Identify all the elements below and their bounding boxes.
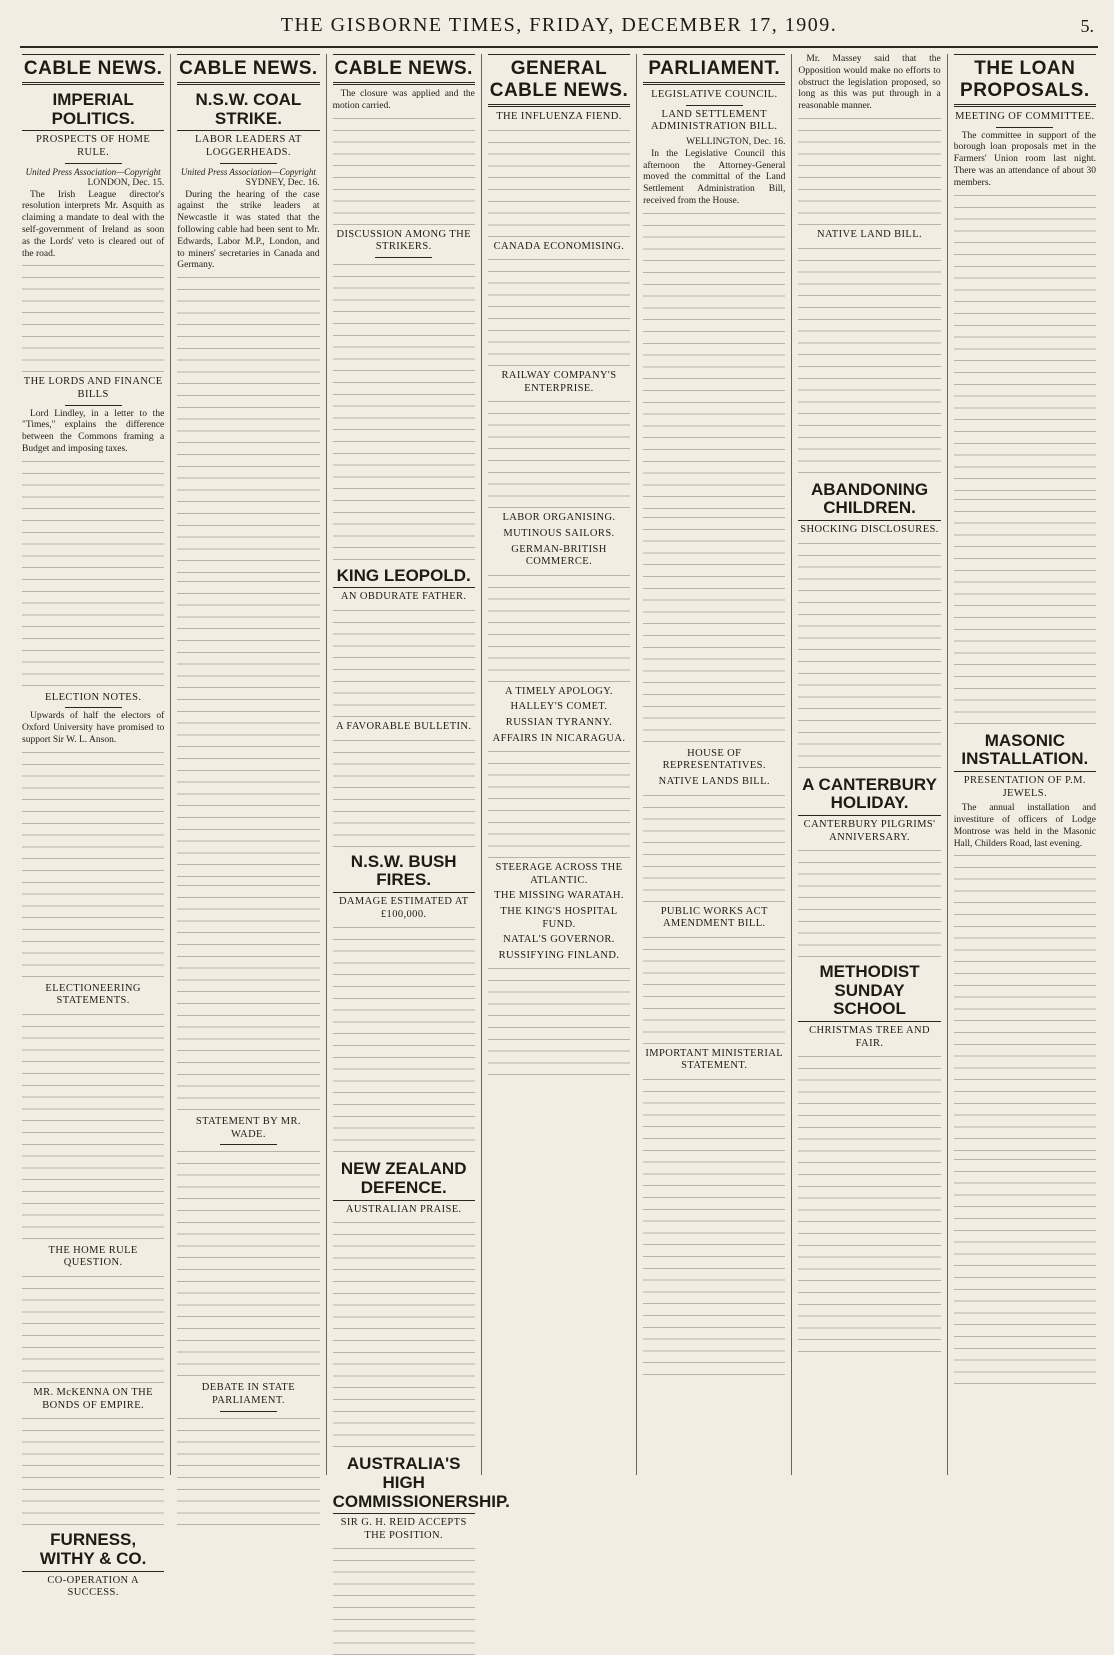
article-subhead: THE INFLUENZA FIEND.: [496, 111, 622, 122]
article-subhead: MR. McKENNA ON THE BONDS OF EMPIRE.: [33, 1387, 153, 1411]
article-subhead: DEBATE IN STATE PARLIAMENT.: [201, 1382, 296, 1406]
divider: [65, 707, 122, 708]
article-subhead: THE LORDS AND FINANCE BILLS: [23, 376, 163, 400]
article-text-block: [488, 256, 630, 366]
article-text-block: [954, 496, 1096, 726]
column-1: [20, 54, 170, 1599]
article-headline: AUSTRALIA'S HIGH COMMISSIONERSHIP.: [333, 1455, 475, 1514]
page-number: 5.: [1080, 16, 1094, 36]
article-subhead: CANTERBURY PILGRIMS' ANNIVERSARY.: [803, 818, 936, 843]
article-text-block: [333, 261, 475, 561]
article-text-block: [643, 934, 785, 1044]
article-text: Upwards of half the electors of Oxford University have promised to support Sir W. L. Anson.: [22, 711, 165, 745]
article-subhead: PROSPECTS OF HOME RULE.: [36, 134, 151, 158]
divider: [65, 163, 122, 164]
article-subhead: NATIVE LANDS BILL.: [658, 775, 770, 787]
article-text: Mr. Massey said that the Opposition would make no efforts to obstruct the legislation proposed, so long as this was put through in a reasonable manner.: [798, 54, 941, 112]
article-headline: METHODIST SUNDAY SCHOOL: [798, 963, 940, 1022]
dateline: WELLINGTON, Dec. 16.: [686, 136, 786, 147]
article-subhead: THE MISSING WARATAH.: [494, 890, 624, 902]
article-text-block: [488, 572, 630, 682]
article-subhead: GERMAN-BRITISH COMMERCE.: [511, 543, 607, 568]
divider: [375, 257, 432, 258]
article-subhead: ELECTION NOTES.: [44, 691, 142, 703]
article-text-block: [22, 458, 164, 688]
article-text: In the Legislative Council this afternoon the Attorney-General moved the committal of the Land Settlement Administration Bill, received from the House.: [643, 148, 786, 206]
article-subhead: NATAL'S GOVERNOR.: [503, 934, 615, 946]
article-text-block: [954, 852, 1096, 1152]
column-banner: THE LOAN PROPOSALS.: [954, 54, 1096, 107]
article-text-block: [488, 398, 630, 508]
column-banner: GENERAL CABLE NEWS.: [488, 54, 630, 107]
column-6: [791, 54, 946, 1475]
article-text-block: [333, 1545, 475, 1655]
article-text-block: [22, 262, 164, 372]
article-text-block: [488, 748, 630, 858]
article-text-block: [798, 847, 940, 957]
article-text-block: [22, 1273, 164, 1383]
article-text-block: [177, 1415, 319, 1525]
article-subhead: THE KING'S HOSPITAL FUND.: [500, 905, 618, 930]
article-subhead: CANADA ECONOMISING.: [493, 240, 625, 252]
divider: [220, 1144, 277, 1145]
article-text-block: [177, 882, 319, 1112]
article-text-block: [643, 210, 785, 510]
article-headline: KING LEOPOLD.: [333, 567, 475, 589]
article-text-block: [954, 192, 1096, 492]
article-subhead: CHRISTMAS TREE AND FAIR.: [809, 1025, 930, 1049]
article-headline: MASONIC INSTALLATION.: [954, 732, 1096, 772]
article-subhead: CO-OPERATION A SUCCESS.: [47, 1574, 139, 1599]
article-text-block: [177, 578, 319, 878]
masthead: [20, 12, 1098, 48]
article-subhead: RUSSIFYING FINLAND.: [498, 949, 620, 961]
column-4: [481, 54, 636, 1475]
article-subhead: LABOR ORGANISING.: [502, 512, 616, 524]
article-text: Lord Lindley, in a letter to the "Times," explains the difference between the Commons framing a Budget and imposing taxes.: [22, 408, 165, 454]
article-subhead: IMPORTANT MINISTERIAL STATEMENT.: [645, 1047, 784, 1072]
article-subhead: MEETING OF COMMITTEE.: [955, 111, 1095, 122]
article-text-block: [798, 115, 940, 225]
article-text-block: [643, 514, 785, 744]
article-subhead: AFFAIRS IN NICARAGUA.: [492, 732, 626, 744]
article-subhead: RUSSIAN TYRANNY.: [505, 716, 613, 728]
article-subhead: ELECTIONEERING STATEMENTS.: [45, 982, 141, 1007]
article-subhead: PUBLIC WORKS ACT AMENDMENT BILL.: [660, 905, 768, 930]
column-banner: CABLE NEWS.: [22, 54, 164, 85]
page-columns: [20, 54, 1098, 1599]
article-subhead: RAILWAY COMPANY'S ENTERPRISE.: [501, 370, 617, 394]
divider: [686, 105, 743, 106]
article-text-block: [22, 1011, 164, 1241]
column-5: [636, 54, 791, 1475]
dateline: LONDON, Dec. 15.: [87, 177, 165, 188]
article-subhead: PRESENTATION OF P.M. JEWELS.: [963, 774, 1086, 799]
article-headline: A CANTERBURY HOLIDAY.: [798, 776, 940, 816]
article-subhead: STATEMENT BY MR. WADE.: [195, 1116, 301, 1140]
article-text-block: [22, 1415, 164, 1525]
article-subhead: LABOR LEADERS AT LOGGERHEADS.: [195, 134, 302, 158]
article-headline: ABANDONING CHILDREN.: [798, 481, 940, 521]
divider: [996, 127, 1053, 128]
article-text-block: [798, 245, 940, 475]
article-text: The Irish League director's resolution interprets Mr. Asquith as claiming a mandate to deal with the self-government of Ireland as soon as the Lords' veto is cleared out of the road.: [22, 189, 165, 259]
agency-credit: United Press Association—Copyright: [25, 166, 161, 177]
article-text: The closure was applied and the motion carried.: [332, 89, 475, 111]
article-subhead: LAND SETTLEMENT ADMINISTRATION BILL.: [651, 108, 778, 133]
article-subhead: AN OBDURATE FATHER.: [340, 591, 467, 603]
agency-credit: United Press Association—Copyright: [180, 166, 316, 177]
article-headline: N.S.W. COAL STRIKE.: [177, 91, 319, 131]
divider: [220, 163, 277, 164]
column-7: [947, 54, 1098, 1475]
article-headline: NEW ZEALAND DEFENCE.: [333, 1160, 475, 1200]
column-banner: CABLE NEWS.: [177, 54, 319, 85]
article-text-block: [333, 1219, 475, 1449]
article-subhead: A TIMELY APOLOGY.: [505, 685, 613, 697]
article-text-block: [488, 965, 630, 1075]
article-subhead: LEGISLATIVE COUNCIL.: [651, 89, 778, 100]
article-text-block: [798, 540, 940, 770]
article-text-block: [177, 274, 319, 574]
newspaper-title: THE GISBORNE TIMES, FRIDAY, DECEMBER 17, 1909.: [280, 14, 838, 36]
article-text-block: [333, 737, 475, 847]
article-text-block: [22, 749, 164, 979]
article-subhead: SHOCKING DISCLOSURES.: [800, 523, 939, 535]
divider: [65, 405, 122, 406]
article-subhead: SIR G. H. REID ACCEPTS THE POSITION.: [340, 1517, 467, 1541]
article-headline: FURNESS, WITHY & CO.: [22, 1531, 164, 1571]
article-text-block: [954, 1156, 1096, 1386]
article-subhead: HOUSE OF REPRESENTATIVES.: [662, 747, 766, 772]
article-text: The annual installation and investiture of officers of Lodge Montrose was held in the Masonic Hall, Childers Road, last evening.: [953, 803, 1096, 849]
article-subhead: AUSTRALIAN PRAISE.: [345, 1203, 462, 1215]
column-3: [326, 54, 510, 1541]
article-text-block: [177, 1148, 319, 1378]
article-text-block: [333, 607, 475, 717]
article-text: The committee in support of the borough loan proposals met in the Farmers' Union room last night. There was an attendance of about 30 members.: [953, 130, 1096, 188]
article-subhead: THE HOME RULE QUESTION.: [48, 1244, 138, 1269]
article-subhead: A FAVORABLE BULLETIN.: [335, 721, 472, 733]
article-text-block: [488, 127, 630, 237]
article-text-block: [643, 792, 785, 902]
article-text-block: [333, 115, 475, 225]
article-subhead: DAMAGE ESTIMATED AT £100,000.: [338, 896, 469, 920]
article-subhead: HALLEY'S COMET.: [510, 701, 608, 713]
column-banner: PARLIAMENT.: [643, 54, 785, 85]
article-text-block: [798, 1053, 940, 1353]
dateline: SYDNEY, Dec. 16.: [245, 177, 320, 188]
article-subhead: NATIVE LAND BILL.: [817, 228, 923, 240]
article-subhead: STEERAGE ACROSS THE ATLANTIC.: [495, 862, 623, 886]
column-2: [170, 54, 325, 1475]
divider: [220, 1411, 277, 1412]
article-subhead: MUTINOUS SAILORS.: [503, 527, 615, 539]
article-headline: IMPERIAL POLITICS.: [22, 91, 164, 131]
article-headline: N.S.W. BUSH FIRES.: [333, 853, 475, 893]
article-text: During the hearing of the case against the strike leaders at Newcastle it was stated that the following cable had been sent to Mr. Edwards, Labor M.P., London, and to miners' secretaries in Canada and Germany.: [177, 189, 320, 271]
article-subhead: DISCUSSION AMONG THE STRIKERS.: [336, 228, 471, 253]
article-text-block: [333, 924, 475, 1154]
article-text-block: [643, 1076, 785, 1376]
column-banner: CABLE NEWS.: [333, 54, 475, 85]
